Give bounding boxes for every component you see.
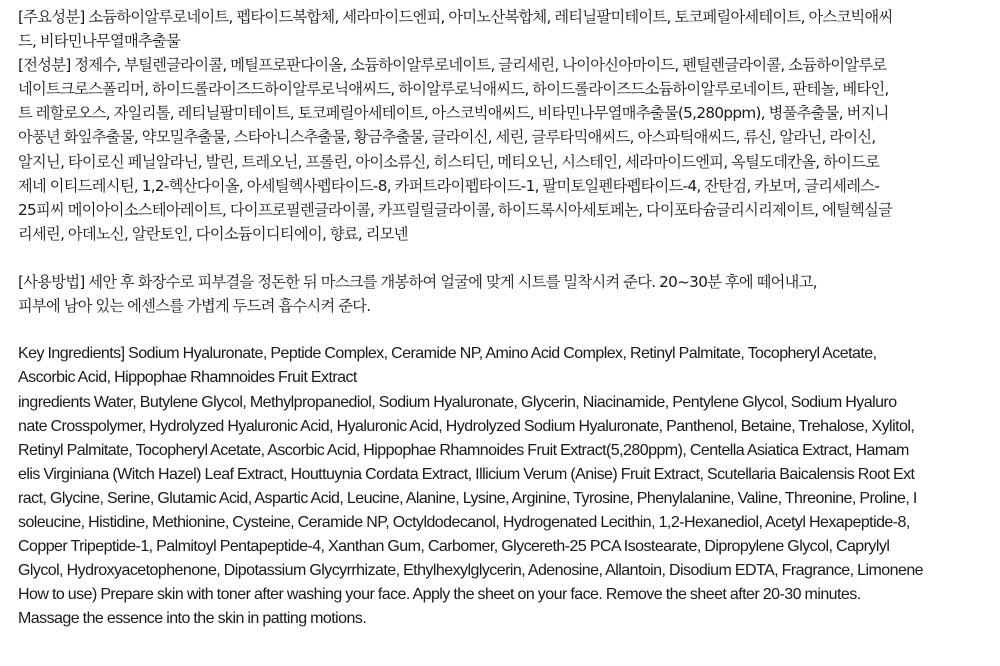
english-full-ingredients <box>18 391 990 584</box>
text-line: [사용방법] 세안 후 화장수로 피부결을 정돈한 뒤 마스크를 개봉하여 얼굴에 맞게 시트를 밀착시켜 준다. 20~30분 후에 떼어내고, <box>18 273 817 292</box>
text-line: Ascorbic Acid, Hippophae Rhamnoides Fruit Extract <box>18 369 357 387</box>
text-line: 네이트크로스폴리머, 하이드롤라이즈드하이알루로닉애씨드, 하이알루로닉애씨드, 하이드롤라이즈드소듐하이알루로네이트, 판테놀, 베타인, <box>18 80 889 99</box>
text-line: 25피씨 메이아이소스테아레이트, 다이프로필렌글라이콜, 카프릴릴글라이콜, 하이드록시아세토페논, 다이포타슘글리시리제이트, 에틸헥실글 <box>18 200 893 219</box>
korean-key-ingredients <box>18 5 990 53</box>
text-line: 아풍년 화잎추출물, 약모밀추출물, 스타아니스추출물, 황금추출물, 글라이신, 세린, 글루타믹애씨드, 아스파틱애씨드, 류신, 알라닌, 라이신, <box>18 128 876 147</box>
ingredients-document <box>18 5 990 631</box>
text-line: [주요성분] 소듐하이알루로네이트, 펩타이드복합체, 세라마이드엔피, 아미노산복합체, 레티닐팔미테이트, 토코페릴아세테이트, 아스코빅애씨 <box>18 8 893 26</box>
text-line: nate Crosspolymer, Hydrolyzed Hyaluronic Acid, Hyaluronic Acid, Hydrolyzed Sodium Hyaluronate, Panthenol, Betaine, Trehalose, Xylitol, <box>18 417 915 435</box>
text-line: 드, 비타민나무열매추출물 <box>18 32 181 51</box>
text-line: elis Virginiana (Witch Hazel) Leaf Extract, Houttuynia Cordata Extract, Illicium Verum (Anise) Fruit Extract, Scutellaria Baicalensis Root Ext <box>18 465 915 483</box>
text-line: How to use) Prepare skin with toner after washing your face. Apply the sheet on your face. Remove the sheet after 20-30 minutes. <box>18 586 861 604</box>
english-key-ingredients <box>18 342 990 390</box>
text-line: ingredients Water, Butylene Glycol, Methylpropanediol, Sodium Hyaluronate, Glycerin, Niacinamide, Pentylene Glycol, Sodium Hyaluro <box>18 393 897 411</box>
paragraph-spacer <box>18 318 990 342</box>
text-line: Glycol, Hydroxyacetophenone, Dipotassium Glycyrrhizate, Ethylhexylglycerin, Adenosine, Allantoin, Disodium EDTA, Fragrance, Limonene <box>18 562 924 580</box>
text-line: 트 레할로오스, 자일리톨, 레티닐팔미테이트, 토코페릴아세테이트, 아스코빅애씨드, 비타민나무열매추출물(5,280ppm), 병풀추출물, 버지니 <box>18 104 889 123</box>
korean-full-ingredients <box>18 53 990 246</box>
text-line: soleucine, Histidine, Methionine, Cysteine, Ceramide NP, Octyldodecanol, Hydrogenated Lecithin, 1,2-Hexanediol, Acetyl Hexapeptide-8, <box>18 513 910 531</box>
text-line: [전성분] 정제수, 부틸렌글라이콜, 메틸프로판다이올, 소듐하이알루로네이트, 글리세린, 나이아신아마이드, 펜틸렌글라이콜, 소듐하이알루로 <box>18 56 887 75</box>
paragraph-spacer <box>18 246 990 270</box>
text-line: 피부에 남아 있는 에센스를 가볍게 두드려 흡수시켜 준다. <box>18 297 371 316</box>
text-line: 알지닌, 타이로신 페닐알라닌, 발린, 트레오닌, 프롤린, 아이소류신, 히스티딘, 메티오닌, 시스테인, 세라마이드엔피, 옥틸도데칸올, 하이드로 <box>18 152 880 171</box>
text-line: 리세린, 아데노신, 알란토인, 다이소듐이디티에이, 향료, 리모넨 <box>18 224 408 243</box>
text-line: Retinyl Palmitate, Tocopheryl Acetate, Ascorbic Acid, Hippophae Rhamnoides Fruit Extract(5,280ppm), Centella Asiatica Extract, Hamam <box>18 441 909 459</box>
english-usage <box>18 583 990 631</box>
text-line: 제네 이티드레시틴, 1,2-헥산다이올, 아세틸헥사펩타이드-8, 카퍼트라이펩타이드-1, 팔미토일펜타펩타이드-4, 잔탄검, 카보머, 글리세레스- <box>18 176 880 195</box>
text-line: Massage the essence into the skin in patting motions. <box>18 610 367 628</box>
text-line: Key Ingredients] Sodium Hyaluronate, Peptide Complex, Ceramide NP, Amino Acid Complex, Retinyl Palmitate, Tocopheryl Acetate, <box>18 345 877 363</box>
text-line: Copper Tripeptide-1, Palmitoyl Pentapeptide-4, Xanthan Gum, Carbomer, Glycereth-25 PCA Isostearate, Dipropylene Glycol, Caprylyl <box>18 538 890 556</box>
korean-usage <box>18 270 990 318</box>
text-line: ract, Glycine, Serine, Glutamic Acid, Aspartic Acid, Leucine, Alanine, Lysine, Arginine, Tyrosine, Phenylalanine, Valine, Threonine, Proline, I <box>18 489 917 507</box>
